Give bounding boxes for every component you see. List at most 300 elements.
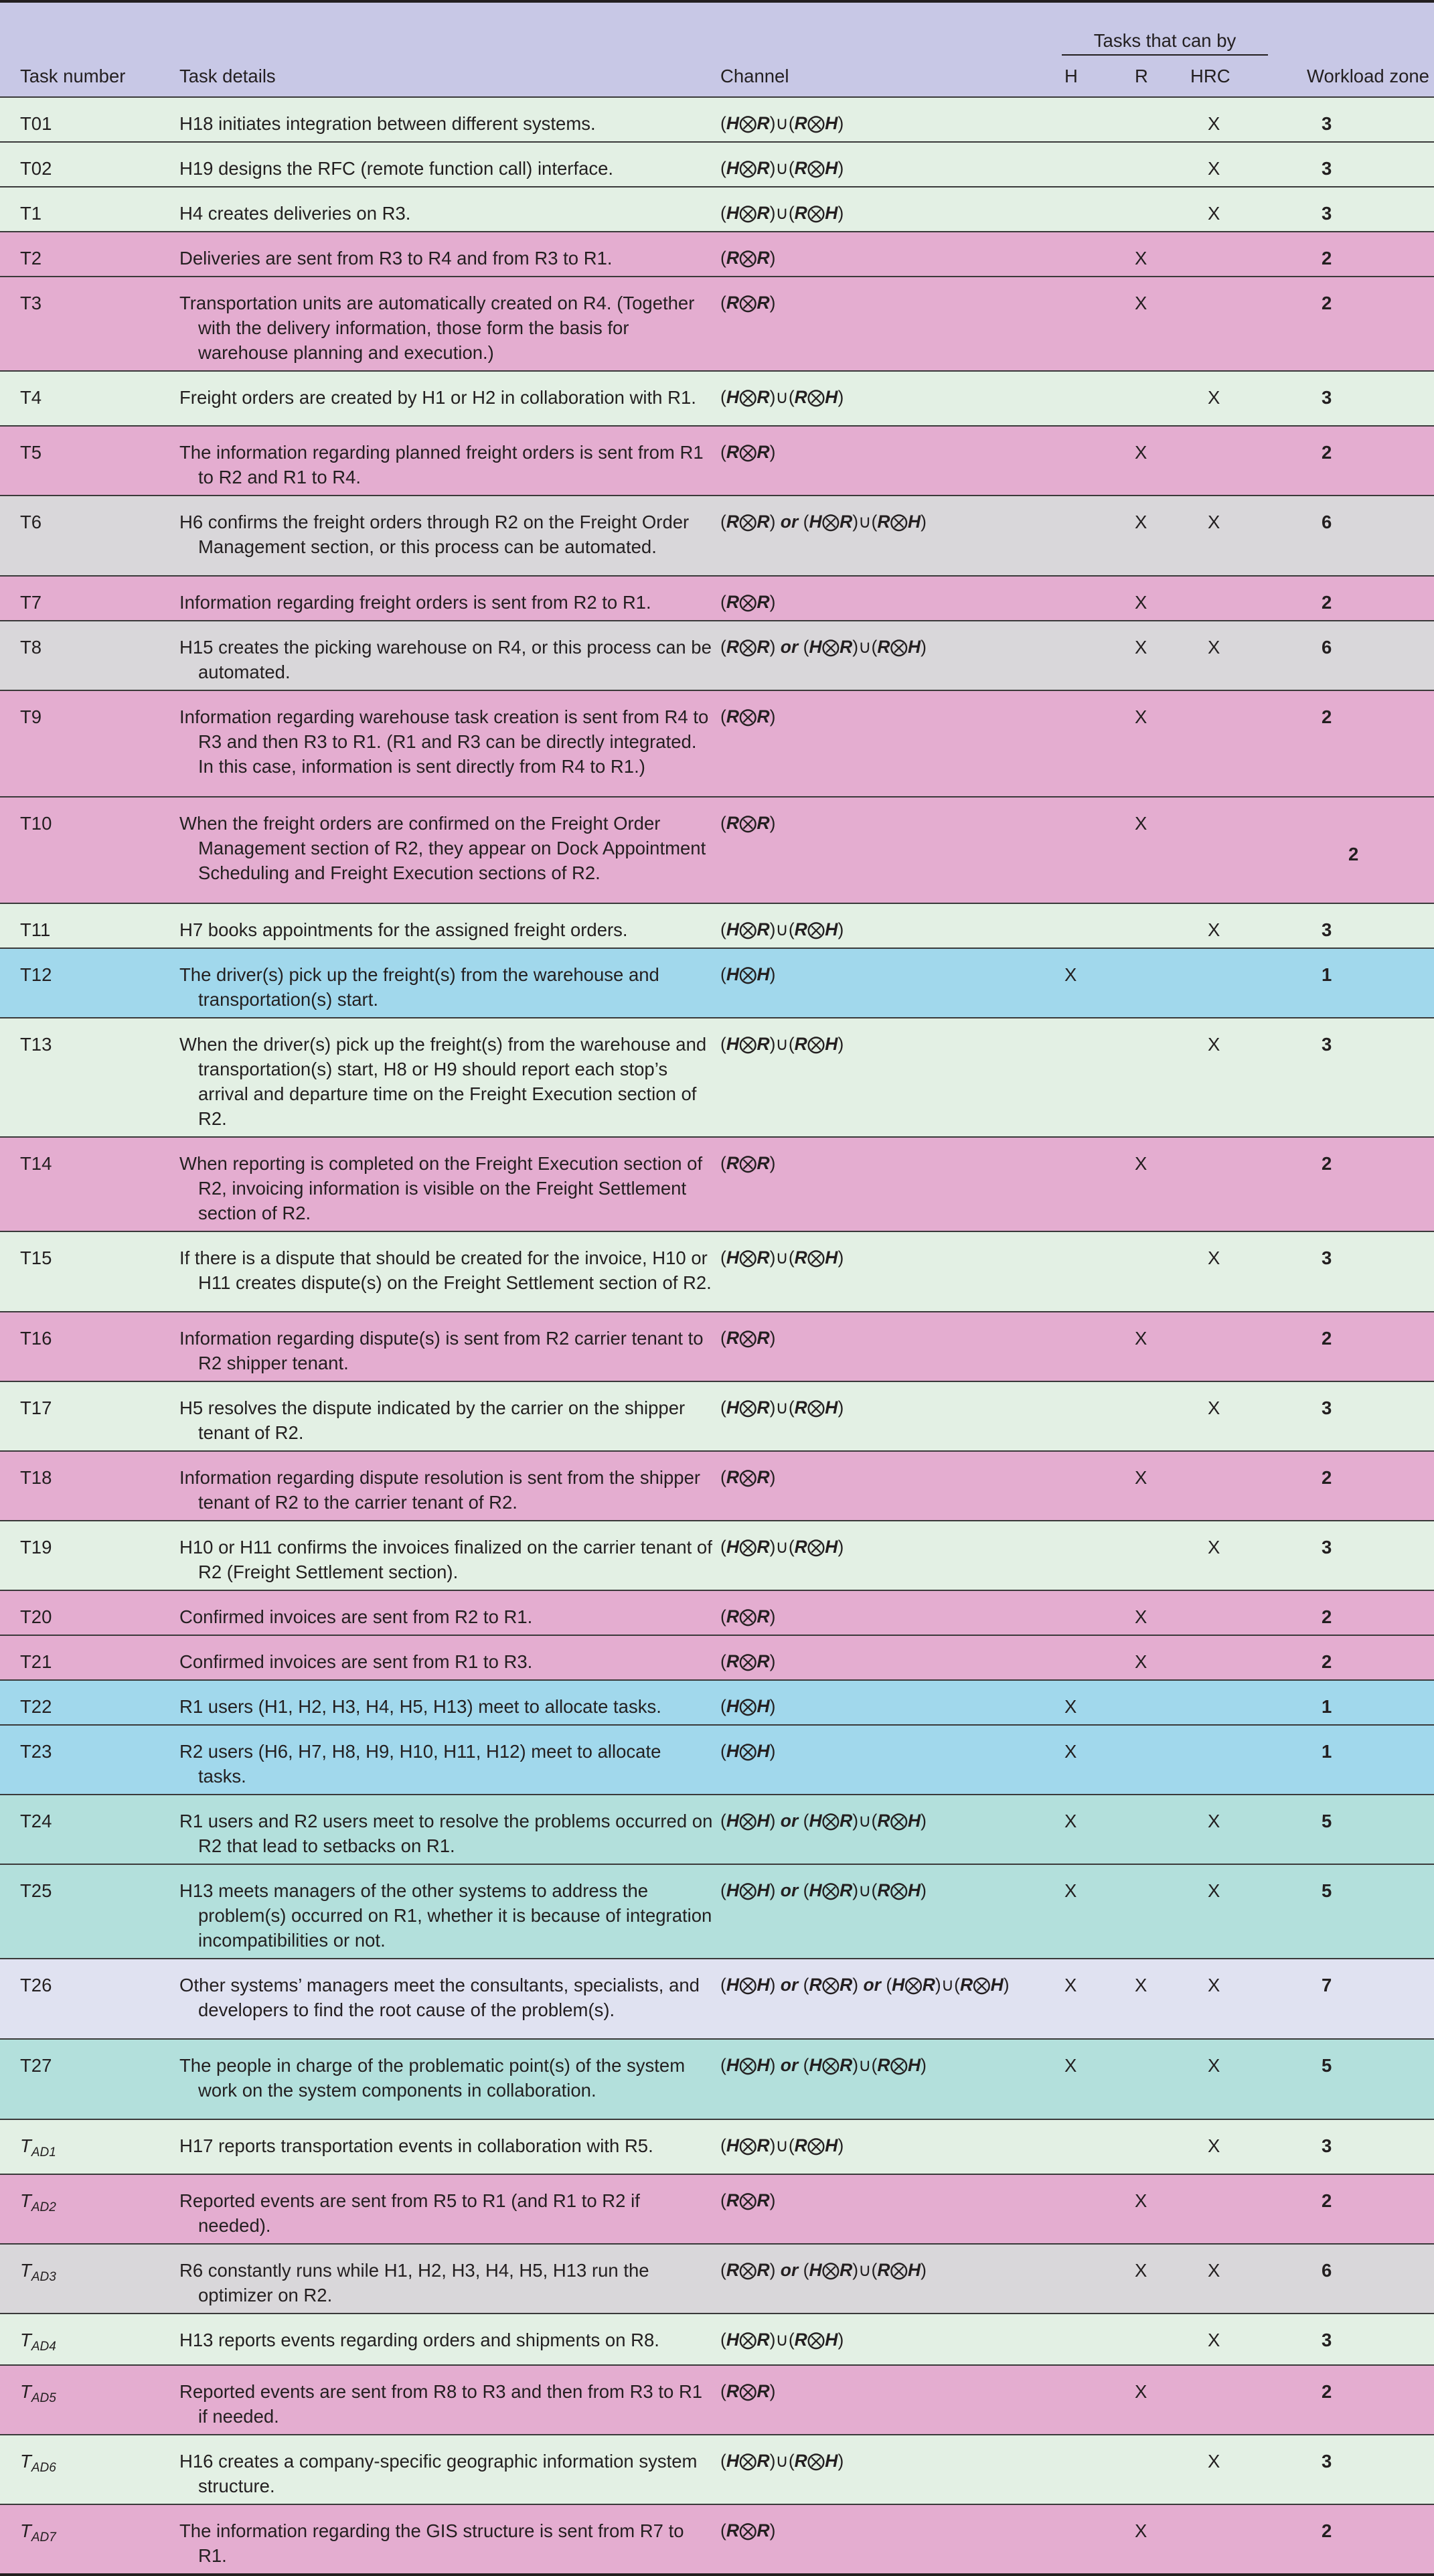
workload-zone: 2	[1268, 1590, 1434, 1635]
r-mark: X	[1132, 2244, 1190, 2314]
hrc-mark: X	[1190, 1018, 1268, 1137]
channel-cell	[720, 690, 1062, 797]
table-row	[0, 1381, 1434, 1451]
task-number-cell	[0, 97, 179, 142]
workload-zone: 2	[1268, 576, 1434, 621]
task-number: $T_{AD2}$	[20, 2190, 56, 2214]
h-mark	[1062, 426, 1132, 496]
hrc-mark	[1190, 1312, 1268, 1381]
workload-zone: 2	[1268, 426, 1434, 496]
header-row	[0, 55, 1434, 97]
task-number: T2	[20, 248, 42, 269]
workload-zone: 3	[1268, 1381, 1434, 1451]
table-row	[0, 576, 1434, 621]
channel-cell	[720, 1137, 1062, 1231]
task-details-cell	[179, 1381, 720, 1451]
workload-zone: 3	[1268, 187, 1434, 232]
task-number: T8	[20, 637, 42, 658]
task-number: T24	[20, 1811, 52, 1831]
workload-zone: 1	[1268, 1680, 1434, 1725]
table-row	[0, 1312, 1434, 1381]
table-row	[0, 371, 1434, 426]
channel-expression: (R⨂R) or (H⨂R)∪(R⨂H)	[720, 2260, 927, 2280]
channel-expression: (H⨂H) or (H⨂R)∪(R⨂H)	[720, 1880, 927, 1900]
task-details-cell	[179, 1018, 720, 1137]
task-details: When the driver(s) pick up the freight(s) from the warehouse and transportation(s) start, H8 or H9 should report each stop’s arrival and departure time on the Freight Execution section of R2.	[179, 1034, 707, 1129]
task-details-cell	[179, 1864, 720, 1959]
hrc-mark: X	[1190, 142, 1268, 187]
channel-expression: (R⨂R)	[720, 1467, 776, 1487]
hrc-mark	[1190, 426, 1268, 496]
channel-cell	[720, 1795, 1062, 1864]
h-mark	[1062, 277, 1132, 371]
channel-expression: (H⨂R)∪(R⨂H)	[720, 1537, 844, 1557]
channel-expression: (H⨂R)∪(R⨂H)	[720, 158, 844, 178]
channel-expression: (H⨂R)∪(R⨂H)	[720, 2451, 844, 2471]
channel-expression: (R⨂R)	[720, 442, 776, 462]
channel-cell	[720, 948, 1062, 1018]
task-details-cell	[179, 1590, 720, 1635]
table-row	[0, 1231, 1434, 1312]
task-details-cell	[179, 903, 720, 948]
table-row	[0, 1590, 1434, 1635]
channel-cell	[720, 1680, 1062, 1725]
table-row	[0, 2435, 1434, 2504]
hrc-mark: X	[1190, 371, 1268, 426]
task-number-cell	[0, 690, 179, 797]
task-details: When reporting is completed on the Freight Execution section of R2, invoicing information is visible on the Freight Settlement section of R2.	[179, 1153, 703, 1223]
hrc-mark	[1190, 1635, 1268, 1680]
workload-zone: 6	[1268, 2244, 1434, 2314]
task-number: T12	[20, 964, 52, 985]
task-details-cell	[179, 2314, 720, 2365]
r-mark	[1132, 948, 1190, 1018]
workload-zone: 2	[1268, 690, 1434, 797]
task-details: R1 users and R2 users meet to resolve the problems occurred on R2 that lead to setbacks on R1.	[179, 1811, 713, 1856]
task-details: Other systems’ managers meet the consultants, specialists, and developers to find the root cause of the problem(s).	[179, 1975, 700, 2020]
task-details: Confirmed invoices are sent from R2 to R1.	[179, 1606, 533, 1627]
r-mark	[1132, 903, 1190, 948]
hrc-mark: X	[1190, 496, 1268, 576]
task-number: T11	[20, 919, 51, 940]
task-details: H4 creates deliveries on R3.	[179, 203, 411, 224]
workload-zone: 1	[1268, 948, 1434, 1018]
task-details-cell	[179, 142, 720, 187]
channel-expression: (R⨂R)	[720, 248, 776, 268]
channel-expression: (H⨂R)∪(R⨂H)	[720, 2330, 844, 2350]
hrc-mark: X	[1190, 1231, 1268, 1312]
task-details-cell	[179, 2504, 720, 2575]
task-number-cell	[0, 1018, 179, 1137]
h-mark: X	[1062, 1864, 1132, 1959]
task-number: T23	[20, 1741, 52, 1762]
task-number-cell	[0, 1381, 179, 1451]
table-row	[0, 1018, 1434, 1137]
channel-cell	[720, 1381, 1062, 1451]
channel-expression: (H⨂H) or (H⨂R)∪(R⨂H)	[720, 2055, 927, 2075]
table-row	[0, 948, 1434, 1018]
task-number-cell	[0, 1864, 179, 1959]
h-mark: X	[1062, 1795, 1132, 1864]
task-details-cell	[179, 2174, 720, 2244]
h-mark	[1062, 2504, 1132, 2575]
r-mark	[1132, 187, 1190, 232]
hrc-mark	[1190, 277, 1268, 371]
table-row	[0, 1451, 1434, 1521]
task-details: When the freight orders are confirmed on the Freight Order Management section of R2, they appear on Dock Appointment Scheduling and Freight Execution sections of R2.	[179, 813, 706, 883]
h-mark	[1062, 797, 1132, 903]
channel-expression: (H⨂R)∪(R⨂H)	[720, 2135, 844, 2155]
r-mark	[1132, 2435, 1190, 2504]
task-details: Deliveries are sent from R3 to R4 and from R3 to R1.	[179, 248, 613, 269]
r-mark: X	[1132, 1959, 1190, 2039]
task-details-cell	[179, 371, 720, 426]
r-mark	[1132, 2039, 1190, 2119]
h-mark	[1062, 187, 1132, 232]
r-mark: X	[1132, 576, 1190, 621]
hrc-mark	[1190, 690, 1268, 797]
workload-zone: 2	[1268, 2365, 1434, 2435]
channel-expression: (R⨂R)	[720, 2520, 776, 2541]
channel-expression: (H⨂R)∪(R⨂H)	[720, 387, 844, 407]
task-number-cell	[0, 1590, 179, 1635]
task-number-cell	[0, 426, 179, 496]
task-number-cell	[0, 496, 179, 576]
workload-zone: 3	[1268, 2119, 1434, 2174]
channel-expression: (H⨂H)	[720, 1696, 776, 1716]
table-row	[0, 277, 1434, 371]
header-hrc: HRC	[1190, 55, 1268, 97]
channel-cell	[720, 1018, 1062, 1137]
h-mark	[1062, 1590, 1132, 1635]
task-number: T17	[20, 1397, 52, 1418]
task-details: Information regarding warehouse task creation is sent from R4 to R3 and then R3 to R1. (R1 and R3 can be directly integrated. In this case, information is sent directly from R4 to R1.)	[179, 706, 709, 777]
task-number: $T_{AD4}$	[20, 2330, 56, 2354]
task-details-cell	[179, 1451, 720, 1521]
channel-expression: (R⨂R)	[720, 293, 776, 313]
r-mark	[1132, 142, 1190, 187]
table-row	[0, 1635, 1434, 1680]
table-row	[0, 1680, 1434, 1725]
task-number: $T_{AD7}$	[20, 2520, 56, 2545]
channel-cell	[720, 1312, 1062, 1381]
task-details-cell	[179, 97, 720, 142]
table-row	[0, 1959, 1434, 2039]
workload-zone: 7	[1268, 1959, 1434, 2039]
task-number-cell	[0, 2504, 179, 2575]
table-row	[0, 797, 1434, 903]
task-number-cell	[0, 2314, 179, 2365]
workload-zone: 1	[1268, 1725, 1434, 1795]
channel-expression: (H⨂H)	[720, 964, 776, 984]
channel-cell	[720, 2314, 1062, 2365]
header-r: R	[1132, 55, 1190, 97]
task-details: H5 resolves the dispute indicated by the carrier on the shipper tenant of R2.	[179, 1397, 686, 1443]
table-row	[0, 187, 1434, 232]
task-number: T14	[20, 1153, 52, 1174]
task-number: T13	[20, 1034, 52, 1055]
hrc-mark: X	[1190, 2119, 1268, 2174]
h-mark: X	[1062, 948, 1132, 1018]
task-details-cell	[179, 1635, 720, 1680]
r-mark: X	[1132, 797, 1190, 903]
task-number-cell	[0, 232, 179, 277]
task-details: H15 creates the picking warehouse on R4, or this process can be automated.	[179, 637, 712, 682]
channel-cell	[720, 1231, 1062, 1312]
channel-expression: (R⨂R)	[720, 1328, 776, 1348]
channel-expression: (R⨂R)	[720, 706, 776, 727]
hrc-mark: X	[1190, 1959, 1268, 2039]
hrc-mark	[1190, 797, 1268, 903]
workload-zone: 3	[1268, 97, 1434, 142]
channel-expression: (H⨂R)∪(R⨂H)	[720, 203, 844, 223]
r-mark	[1132, 1725, 1190, 1795]
task-details-cell	[179, 2039, 720, 2119]
channel-cell	[720, 621, 1062, 690]
channel-expression: (H⨂H) or (R⨂R) or (H⨂R)∪(R⨂H)	[720, 1975, 1010, 1995]
task-number-cell	[0, 797, 179, 903]
h-mark	[1062, 232, 1132, 277]
workload-zone: 3	[1268, 2314, 1434, 2365]
task-number: $T_{AD5}$	[20, 2381, 56, 2405]
header-row-top	[0, 1, 1434, 55]
task-number-cell	[0, 1312, 179, 1381]
r-mark: X	[1132, 1635, 1190, 1680]
task-details: R6 constantly runs while H1, H2, H3, H4, H5, H13 run the optimizer on R2.	[179, 2260, 649, 2305]
h-mark	[1062, 2314, 1132, 2365]
task-details: Transportation units are automatically created on R4. (Together with the delivery information, those form the basis for warehouse planning and execution.)	[179, 293, 695, 363]
task-number: T02	[20, 158, 52, 179]
task-number: T26	[20, 1975, 52, 1995]
task-details-cell	[179, 1521, 720, 1590]
table-row	[0, 426, 1434, 496]
hrc-mark	[1190, 2365, 1268, 2435]
channel-cell	[720, 1590, 1062, 1635]
hrc-mark: X	[1190, 1795, 1268, 1864]
r-mark: X	[1132, 1451, 1190, 1521]
channel-cell	[720, 1451, 1062, 1521]
task-number-cell	[0, 2435, 179, 2504]
table-row	[0, 97, 1434, 142]
task-number: T22	[20, 1696, 52, 1717]
task-number: $T_{AD3}$	[20, 2260, 56, 2284]
channel-expression: (R⨂R)	[720, 592, 776, 612]
workload-zone: 2	[1268, 1312, 1434, 1381]
h-mark: X	[1062, 1725, 1132, 1795]
task-details-cell	[179, 621, 720, 690]
r-mark	[1132, 97, 1190, 142]
task-details: The driver(s) pick up the freight(s) from the warehouse and transportation(s) start.	[179, 964, 659, 1010]
r-mark	[1132, 1231, 1190, 1312]
task-details: H13 reports events regarding orders and shipments on R8.	[179, 2330, 659, 2350]
task-number: T1	[20, 203, 42, 224]
h-mark	[1062, 97, 1132, 142]
task-number-cell	[0, 1137, 179, 1231]
task-details: H19 designs the RFC (remote function call) interface.	[179, 158, 614, 179]
channel-expression: (H⨂H)	[720, 1741, 776, 1761]
table-row	[0, 1795, 1434, 1864]
channel-expression: (H⨂R)∪(R⨂H)	[720, 1247, 844, 1268]
channel-cell	[720, 1521, 1062, 1590]
header-workload: Workload zone	[1268, 55, 1434, 97]
h-mark	[1062, 1635, 1132, 1680]
workload-zone: 6	[1268, 496, 1434, 576]
workload-zone: 2	[1268, 277, 1434, 371]
task-number-cell	[0, 1521, 179, 1590]
r-mark	[1132, 371, 1190, 426]
table-row	[0, 2174, 1434, 2244]
h-mark	[1062, 1018, 1132, 1137]
task-details: Confirmed invoices are sent from R1 to R3.	[179, 1651, 533, 1672]
task-details-cell	[179, 948, 720, 1018]
hrc-mark	[1190, 1451, 1268, 1521]
task-details: The information regarding the GIS structure is sent from R7 to R1.	[179, 2520, 684, 2566]
channel-cell	[720, 187, 1062, 232]
channel-expression: (R⨂R)	[720, 1153, 776, 1173]
channel-cell	[720, 2119, 1062, 2174]
h-mark	[1062, 2119, 1132, 2174]
workload-zone: 2	[1268, 1635, 1434, 1680]
task-number: T4	[20, 387, 42, 408]
workload-zone: 2	[1268, 797, 1434, 903]
task-number-cell	[0, 1231, 179, 1312]
table-row	[0, 1725, 1434, 1795]
hrc-mark: X	[1190, 2435, 1268, 2504]
workload-zone: 5	[1268, 1795, 1434, 1864]
h-mark	[1062, 2174, 1132, 2244]
channel-cell	[720, 426, 1062, 496]
task-details-cell	[179, 2365, 720, 2435]
channel-expression: (H⨂R)∪(R⨂H)	[720, 1034, 844, 1054]
task-number-cell	[0, 142, 179, 187]
table-row	[0, 232, 1434, 277]
h-mark	[1062, 496, 1132, 576]
channel-cell	[720, 142, 1062, 187]
r-mark: X	[1132, 1312, 1190, 1381]
h-mark	[1062, 621, 1132, 690]
r-mark: X	[1132, 2174, 1190, 2244]
h-mark	[1062, 690, 1132, 797]
r-mark: X	[1132, 277, 1190, 371]
r-mark	[1132, 1864, 1190, 1959]
workload-zone: 5	[1268, 1864, 1434, 1959]
hrc-mark	[1190, 232, 1268, 277]
h-mark: X	[1062, 2039, 1132, 2119]
table-row	[0, 1137, 1434, 1231]
channel-expression: (R⨂R)	[720, 1606, 776, 1626]
task-details: H18 initiates integration between different systems.	[179, 113, 596, 134]
workload-zone: 6	[1268, 621, 1434, 690]
h-mark	[1062, 142, 1132, 187]
channel-expression: (R⨂R)	[720, 2381, 776, 2401]
channel-cell	[720, 277, 1062, 371]
task-details-cell	[179, 576, 720, 621]
workload-zone: 3	[1268, 2435, 1434, 2504]
workload-zone: 3	[1268, 1231, 1434, 1312]
task-details-cell	[179, 797, 720, 903]
task-number-cell	[0, 621, 179, 690]
task-number: T7	[20, 592, 42, 613]
channel-expression: (R⨂R)	[720, 813, 776, 833]
hrc-mark: X	[1190, 1521, 1268, 1590]
channel-cell	[720, 2435, 1062, 2504]
table-row	[0, 1521, 1434, 1590]
task-details: R2 users (H6, H7, H8, H9, H10, H11, H12) meet to allocate tasks.	[179, 1741, 661, 1787]
task-details-cell	[179, 1725, 720, 1795]
workload-zone: 5	[1268, 2039, 1434, 2119]
hrc-mark: X	[1190, 903, 1268, 948]
h-mark	[1062, 1381, 1132, 1451]
h-mark	[1062, 1231, 1132, 1312]
task-details-cell	[179, 1231, 720, 1312]
h-mark	[1062, 2435, 1132, 2504]
r-mark: X	[1132, 621, 1190, 690]
h-mark	[1062, 1312, 1132, 1381]
task-number-cell	[0, 948, 179, 1018]
task-number: T16	[20, 1328, 52, 1349]
task-number-cell	[0, 2039, 179, 2119]
hrc-mark: X	[1190, 187, 1268, 232]
task-details-cell	[179, 2119, 720, 2174]
task-details-cell	[179, 1680, 720, 1725]
channel-cell	[720, 797, 1062, 903]
task-number-cell	[0, 1635, 179, 1680]
task-number-cell	[0, 2119, 179, 2174]
table-row	[0, 496, 1434, 576]
hrc-mark	[1190, 2504, 1268, 2575]
table-row	[0, 142, 1434, 187]
task-number-cell	[0, 2365, 179, 2435]
h-mark	[1062, 371, 1132, 426]
task-details-cell	[179, 277, 720, 371]
header-channel: Channel	[720, 55, 1062, 97]
channel-cell	[720, 1725, 1062, 1795]
table-row	[0, 2314, 1434, 2365]
h-mark	[1062, 903, 1132, 948]
hrc-mark: X	[1190, 2244, 1268, 2314]
task-details: R1 users (H1, H2, H3, H4, H5, H13) meet to allocate tasks.	[179, 1696, 661, 1717]
channel-cell	[720, 576, 1062, 621]
task-details-cell	[179, 2435, 720, 2504]
hrc-mark: X	[1190, 1864, 1268, 1959]
table-row	[0, 2244, 1434, 2314]
task-details-cell	[179, 1137, 720, 1231]
task-details: H10 or H11 confirms the invoices finalized on the carrier tenant of R2 (Freight Settlement section).	[179, 1537, 712, 1582]
r-mark	[1132, 1795, 1190, 1864]
task-details: If there is a dispute that should be created for the invoice, H10 or H11 creates dispute(s) on the Freight Settlement section of R2.	[179, 1247, 712, 1293]
workload-zone: 2	[1268, 2504, 1434, 2575]
task-number: T25	[20, 1880, 52, 1901]
task-number-cell	[0, 576, 179, 621]
channel-cell	[720, 2244, 1062, 2314]
task-number: T15	[20, 1247, 52, 1268]
hrc-mark	[1190, 1137, 1268, 1231]
r-mark	[1132, 2314, 1190, 2365]
channel-expression: (H⨂R)∪(R⨂H)	[720, 113, 844, 133]
hrc-mark: X	[1190, 2039, 1268, 2119]
task-details: Information regarding dispute(s) is sent from R2 carrier tenant to R2 shipper tenant.	[179, 1328, 704, 1373]
task-details: Information regarding freight orders is sent from R2 to R1.	[179, 592, 651, 613]
workload-zone: 3	[1268, 1521, 1434, 1590]
channel-expression: (H⨂R)∪(R⨂H)	[720, 1397, 844, 1418]
h-mark: X	[1062, 1680, 1132, 1725]
hrc-mark	[1190, 576, 1268, 621]
task-details-cell	[179, 426, 720, 496]
table-row	[0, 2119, 1434, 2174]
h-mark	[1062, 1521, 1132, 1590]
task-number-cell	[0, 2244, 179, 2314]
hrc-mark: X	[1190, 97, 1268, 142]
